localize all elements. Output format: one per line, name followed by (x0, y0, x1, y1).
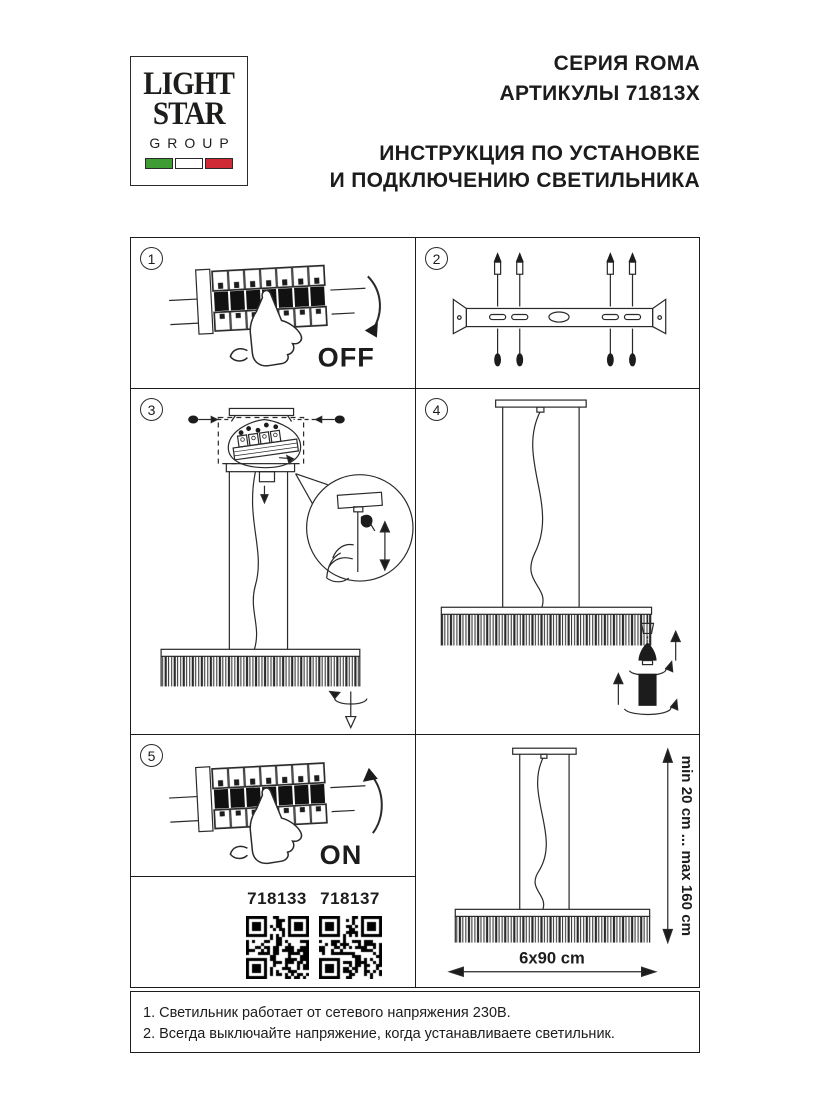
series-title: СЕРИЯ ROMA (553, 52, 700, 75)
notes-box (130, 991, 700, 1053)
power-cord (535, 758, 546, 909)
suspension-height-label: min 20 cm ... max 160 cm (677, 755, 695, 937)
step-5-badge: 5 (140, 744, 163, 767)
dimensions-illustration (416, 735, 699, 987)
qr-code (319, 916, 382, 979)
qr-column (318, 889, 382, 979)
arrow-up-icon (372, 776, 382, 833)
note-1: 1. Светильник работает от сетевого напряжения 230В. (143, 1005, 511, 1021)
bracket-illustration (416, 238, 699, 388)
panel-dimensions (416, 735, 700, 988)
note-2: 2. Всегда выключайте напряжение, когда устанавливаете светильник. (143, 1025, 615, 1042)
instruction-title-line1: ИНСТРУКЦИЯ ПО УСТАНОВКЕ (379, 142, 700, 165)
arrow-down-icon (368, 276, 380, 329)
breaker-on-illustration (131, 735, 415, 876)
panel-step-3-canopy-wiring (130, 389, 416, 735)
article-number: 718133 (247, 889, 307, 908)
article-number: 718137 (320, 889, 380, 908)
step-2-badge: 2 (425, 247, 448, 270)
step-1-badge: 1 (140, 247, 163, 270)
panel-qr-codes (130, 877, 416, 988)
on-label: ON (319, 839, 363, 871)
articles-title: АРТИКУЛЫ 71813X (499, 82, 700, 105)
panel-step-1-power-off (130, 237, 416, 389)
instruction-title-line2: И ПОДКЛЮЧЕНИЮ СВЕТИЛЬНИКА (329, 168, 700, 192)
panel-step-4-bulb-install (416, 389, 700, 735)
lightstar-logo (130, 56, 248, 186)
italian-flag-icon (145, 158, 233, 170)
qr-code (246, 916, 309, 979)
glass-tube-icon (638, 674, 656, 706)
canopy-wiring-illustration (131, 389, 415, 734)
step-4-badge: 4 (425, 398, 448, 421)
power-cord (531, 412, 543, 607)
magnifier-detail-circle (307, 475, 413, 581)
step-3-badge: 3 (140, 398, 163, 421)
off-label: OFF (317, 341, 375, 373)
fixture-size-label: 6x90 cm (519, 948, 585, 968)
pendant-bulb-illustration (416, 389, 699, 734)
logo-word-light: LIGHT (143, 66, 235, 102)
screw-icon (335, 415, 345, 423)
panel-step-5-power-on (130, 735, 416, 877)
screw-icon (188, 415, 198, 423)
power-cord (253, 472, 259, 650)
qr-column (245, 889, 309, 979)
logo-word-star: STAR (153, 96, 225, 133)
rotate-icon (624, 707, 671, 715)
breaker-off-illustration (131, 238, 415, 388)
instruction-title (330, 141, 700, 194)
header (330, 49, 700, 194)
panel-step-2-mounting-bracket (416, 237, 700, 389)
logo-word-group: GROUP (149, 134, 236, 151)
